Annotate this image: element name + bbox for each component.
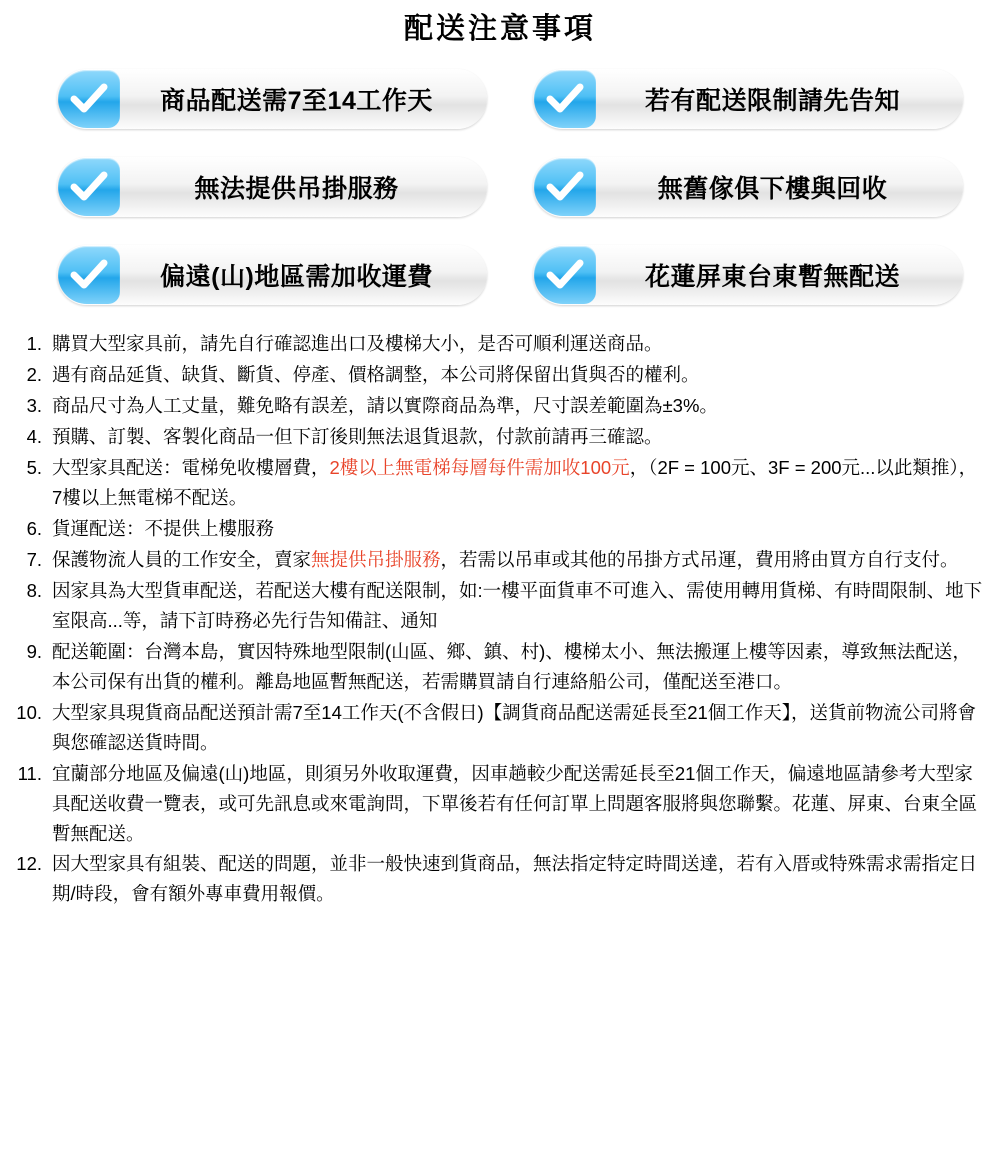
note-highlight: 無提供吊掛服務 (311, 548, 441, 570)
highlight-badges (0, 51, 1000, 321)
list-item (0, 698, 986, 758)
list-item (0, 637, 986, 697)
page-title: 配送注意事項 (403, 13, 596, 45)
check-mark-icon (534, 246, 596, 304)
note-text: 因大型家具有組裝、配送的問題，並非一般快速到貨商品，無法指定特定時間送達，若有入厝或特殊需求需指定日期/時段，會有額外專車費用報價。 (52, 853, 978, 905)
notes-list (0, 329, 1000, 909)
list-item (0, 453, 986, 513)
note-text: 預購、訂製、客製化商品一但下訂後則無法退貨退款，付款前請再三確認。 (52, 425, 663, 447)
note-text: ，（2F = 100元、3F = 200元...以此類推），7樓以上無電梯不配送。 (52, 456, 978, 508)
badge-item (57, 157, 487, 217)
badge-label: 若有配送限制請先告知 (644, 87, 900, 115)
list-item (0, 360, 986, 390)
check-mark-icon (58, 158, 120, 216)
badge-item (533, 245, 963, 305)
badge-label: 無法提供吊掛服務 (194, 175, 399, 203)
badge-label: 偏遠(山)地區需加收運費 (160, 263, 433, 291)
list-item (0, 422, 986, 452)
badge-label: 花蓮屏東台東暫無配送 (644, 263, 900, 291)
badge-item (533, 69, 963, 129)
list-item (0, 329, 986, 359)
note-text: 遇有商品延貨、缺貨、斷貨、停產、價格調整，本公司將保留出貨與否的權利。 (52, 363, 700, 385)
badge-item (57, 245, 487, 305)
check-mark-icon (534, 158, 596, 216)
badge-item (57, 69, 487, 129)
badge-label: 商品配送需7至14工作天 (160, 87, 433, 115)
note-highlight: 2樓以上無電梯每層每件需加收100元 (329, 456, 630, 478)
note-text: 大型家具現貨商品配送預計需7至14工作天(不含假日)【調貨商品配送需延長至21個工作天】，送貨前物流公司將會與您確認送貨時間。 (52, 701, 977, 753)
check-mark-icon (58, 246, 120, 304)
badge-item (533, 157, 963, 217)
note-text: 大型家具配送：電梯免收樓層費， (52, 456, 330, 478)
note-text: 商品尺寸為人工丈量，難免略有誤差，請以實際商品為準，尺寸誤差範圍為±3%。 (52, 394, 718, 416)
note-text: 購買大型家具前，請先自行確認進出口及樓梯大小，是否可順利運送商品。 (52, 333, 663, 354)
check-mark-icon (58, 70, 120, 128)
page-title-bar (0, 0, 1000, 51)
badge-label: 無舊傢俱下樓與回收 (657, 175, 888, 203)
note-text: 宜蘭部分地區及偏遠(山)地區，則須另外收取運費，因車趟較少配送需延長至21個工作天，偏遠地區請參考大型家具配送收費一覽表，或可先訊息或來電詢問，下單後若有任何訂單上問題客服將與您聯繫。花蓮、屏東、台東全區暫無配送。 (52, 762, 978, 844)
note-text: ，若需以吊車或其他的吊掛方式吊運，費用將由買方自行支付。 (440, 548, 959, 570)
note-text: 因家具為大型貨車配送，若配送大樓有配送限制，如:一樓平面貨車不可進入、需使用轉用貨梯、有時間限制、地下室限高...等，請下訂時務必先行告知備註、通知 (52, 579, 983, 631)
check-mark-icon (534, 70, 596, 128)
note-text: 保護物流人員的工作安全，賣家 (52, 548, 312, 570)
note-text: 配送範圍：台灣本島，實因特殊地型限制(山區、鄉、鎮、村)、樓梯太小、無法搬運上樓等因素，導致無法配送，本公司保有出貨的權利。離島地區暫無配送，若需購買請自行連絡船公司，僅配送至港口。 (52, 640, 971, 692)
list-item (0, 545, 986, 575)
list-item (0, 576, 986, 636)
note-text: 貨運配送：不提供上樓服務 (52, 517, 275, 539)
list-item (0, 391, 986, 421)
list-item (0, 514, 986, 544)
list-item (0, 759, 986, 849)
list-item (0, 849, 986, 909)
